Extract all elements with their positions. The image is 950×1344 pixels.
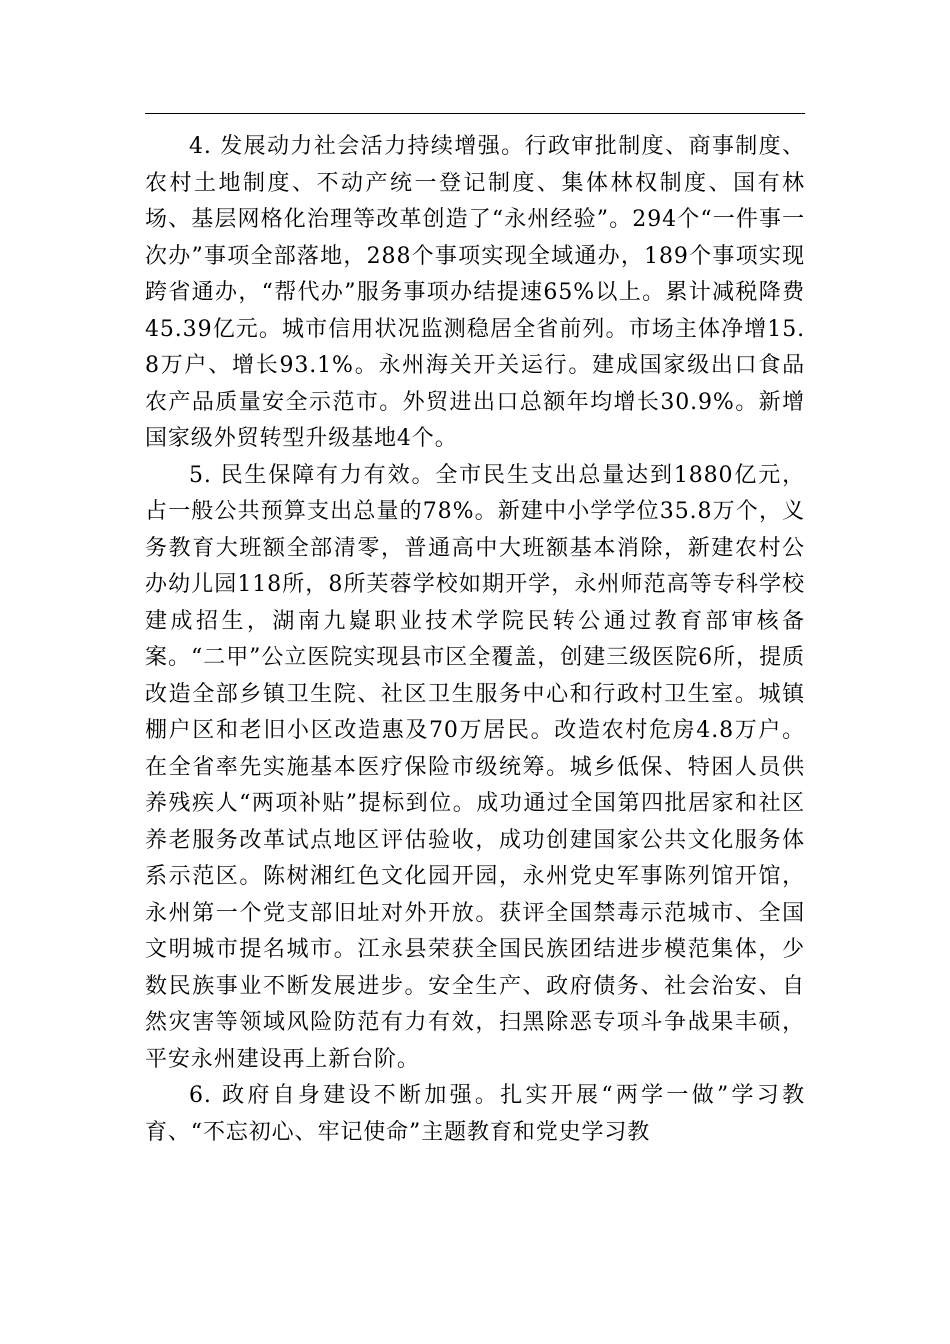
paragraph-heading: 4. 发展动力社会活力持续增强。 xyxy=(189,134,525,159)
paragraph-5 xyxy=(145,458,805,1079)
paragraph-body: 全市民生支出总量达到1880亿元，占一般公共预算支出总量的78%。新建中小学学位35.8万个，义务教育大班额全部清零，普通高中大班额基本消除，新建农村公办幼儿园118所，8所芙蓉学校如期开学，永州师范高等专科学校建成招生，湖南九嶷职业技术学院民转公通过教育部审核备案。“二甲”公立医院实现县市区全覆盖，创建三级医院6所，提质改造全部乡镇卫生院、社区卫生服务中心和行政村卫生室。城镇棚户区和老旧小区改造惠及70万居民。改造农村危房4.8万户。在全省率先实施基本医疗保险市级统筹。城乡低保、特困人员供养残疾人“两项补贴”提标到位。成功通过全国第四批居家和社区养老服务改革试点地区评估验收，成功创建国家公共文化服务体系示范区。陈树湘红色文化园开园，永州党史军事陈列馆开馆，永州第一个党支部旧址对外开放。获评全国禁毒示范城市、全国文明城市提名城市。江永县荣获全国民族团结进步模范集体，少数民族事业不断发展进步。安全生产、政府债务、社会治安、自然灾害等领域风险防范有力有效，扫黑除恶专项斗争战果丰硕，平安永州建设再上新台阶。 xyxy=(145,462,805,1072)
paragraph-body: 扎实开展“两学一做”学习教育、“不忘初心、牢记使命”主题教育和党史学习教 xyxy=(145,1083,805,1145)
paragraph-heading: 6. 政府自身建设不断加强。 xyxy=(189,1083,501,1108)
paragraph-body: 行政审批制度、商事制度、农村土地制度、不动产统一登记制度、集体林权制度、国有林场、基层网格化治理等改革创造了“永州经验”。294个“一件事一次办”事项全部落地，288个事项实现全域通办，189个事项实现跨省通办，“帮代办”服务事项办结提速65%以上。累计减税降费45.39亿元。城市信用状况监测稳居全省前列。市场主体净增15.8万户、增长93.1%。永州海关开关运行。建成国家级出口食品农产品质量安全示范市。外贸进出口总额年均增长30.9%。新增国家级外贸转型升级基地4个。 xyxy=(145,134,805,451)
paragraph-heading: 5. 民生保障有力有效。 xyxy=(189,462,436,488)
body-text xyxy=(145,129,805,1151)
header-rule xyxy=(145,113,805,114)
paragraph-6 xyxy=(145,1078,805,1151)
paragraph-4 xyxy=(145,129,805,458)
